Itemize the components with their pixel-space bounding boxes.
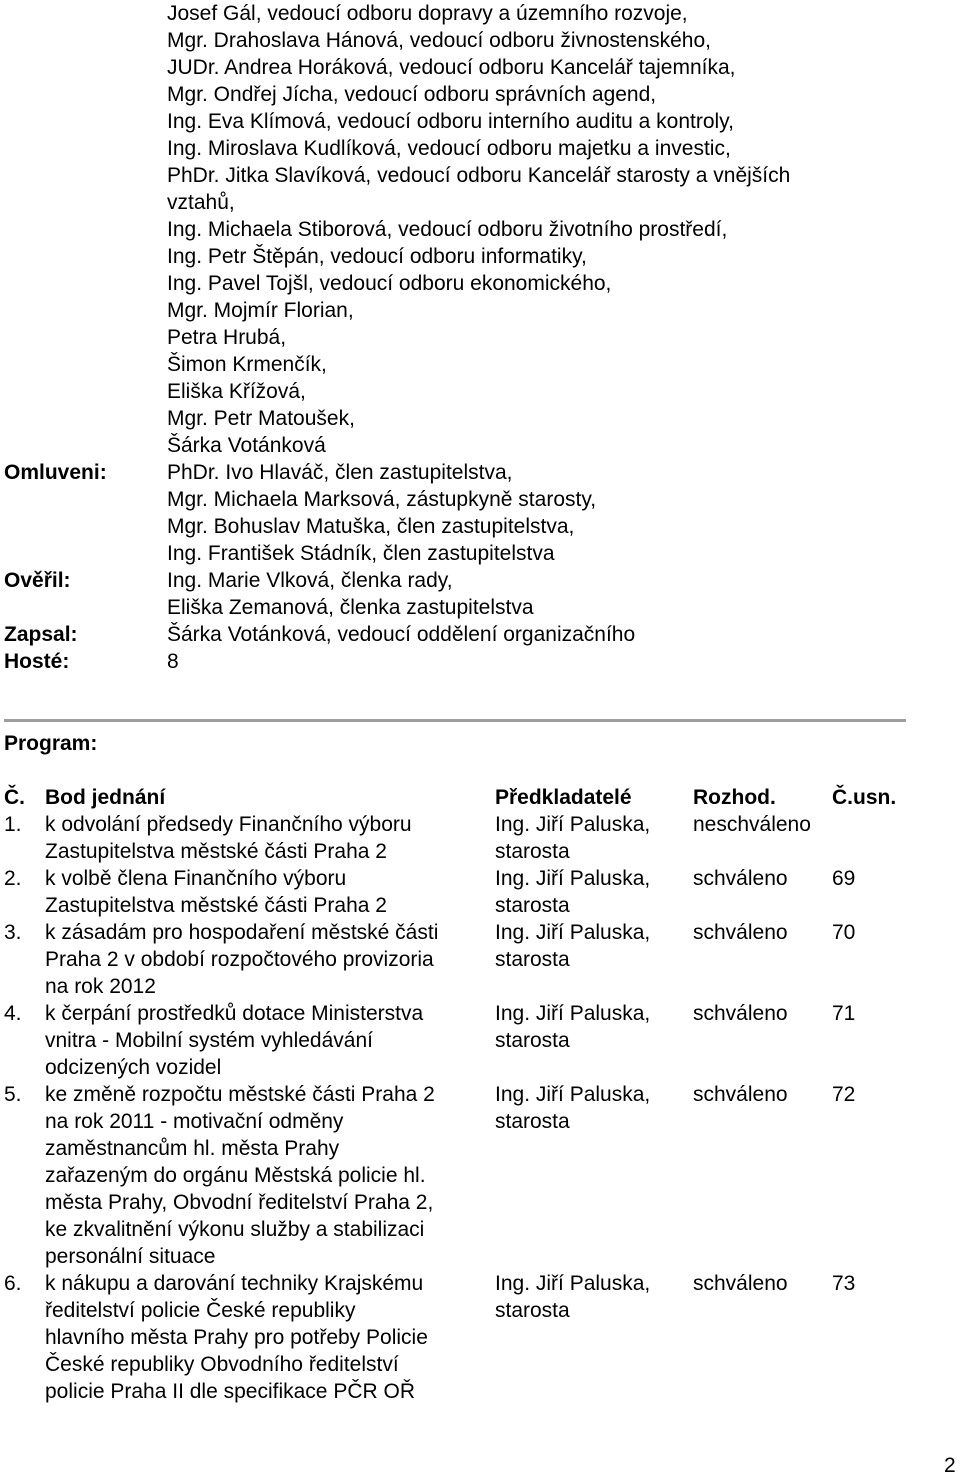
row-resolution: 73 xyxy=(832,1272,856,1295)
header-item: Bod jednání xyxy=(45,786,166,809)
row-item-line: ředitelství policie České republiky xyxy=(45,1299,356,1322)
attendee-line: Ing. Michaela Stiborová, vedoucí odboru životního prostředí, xyxy=(167,218,728,241)
row-item-line: ke změně rozpočtu městské části Praha 2 xyxy=(45,1083,435,1106)
header-resolution: Č.usn. xyxy=(832,786,897,809)
attendee-line: Josef Gál, vedoucí odboru dopravy a územního rozvoje, xyxy=(167,2,688,25)
row-decision: schváleno xyxy=(693,921,788,944)
attendee-line: Mgr. Drahoslava Hánová, vedoucí odboru živnostenského, xyxy=(167,29,711,52)
row-num: 3. xyxy=(4,921,22,944)
row-item-line: odcizených vozidel xyxy=(45,1056,222,1079)
recorded-name: Šárka Votánková, vedoucí oddělení organizačního xyxy=(167,623,636,646)
attendee-line: Mgr. Ondřej Jícha, vedoucí odboru správních agend, xyxy=(167,83,657,106)
row-item-line: k zásadám pro hospodaření městské části xyxy=(45,921,439,944)
row-item-line: k nákupu a darování techniky Krajskému xyxy=(45,1272,424,1295)
row-num: 4. xyxy=(4,1002,22,1025)
row-presenter: Ing. Jiří Paluska, xyxy=(495,813,651,836)
attendee-line: vztahů, xyxy=(167,191,235,214)
attendee-line: Ing. Eva Klímová, vedoucí odboru interního auditu a kontroly, xyxy=(167,110,734,133)
row-item-line: města Prahy, Obvodní ředitelství Praha 2, xyxy=(45,1191,434,1214)
row-presenter: starosta xyxy=(495,948,570,971)
row-item-line: policie Praha II dle specifikace PČR OŘ xyxy=(45,1380,415,1403)
row-item-line: hlavního města Prahy pro potřeby Policie xyxy=(45,1326,428,1349)
verified-name: Ing. Marie Vlková, členka rady, xyxy=(167,569,453,592)
header-presenters: Předkladatelé xyxy=(495,786,632,809)
section-divider xyxy=(4,719,906,722)
excused-name: Ing. František Stádník, člen zastupitelstva xyxy=(167,542,555,565)
attendee-line: Petra Hrubá, xyxy=(167,326,287,349)
attendee-line: Šárka Votánková xyxy=(167,434,326,457)
row-item-line: personální situace xyxy=(45,1245,216,1268)
row-item-line: Zastupitelstva městské části Praha 2 xyxy=(45,894,387,917)
attendee-line: Mgr. Mojmír Florian, xyxy=(167,299,354,322)
guests-count: 8 xyxy=(167,650,179,673)
row-item-line: zaměstnancům hl. města Prahy xyxy=(45,1137,340,1160)
row-resolution: 69 xyxy=(832,867,856,890)
row-item-line: Zastupitelstva městské části Praha 2 xyxy=(45,840,387,863)
row-presenter: Ing. Jiří Paluska, xyxy=(495,921,651,944)
row-presenter: starosta xyxy=(495,1299,570,1322)
program-title: Program: xyxy=(4,732,98,755)
header-decision: Rozhod. xyxy=(693,786,776,809)
verified-name: Eliška Zemanová, členka zastupitelstva xyxy=(167,596,534,619)
attendee-line: Ing. Miroslava Kudlíková, vedoucí odboru majetku a investic, xyxy=(167,137,731,160)
row-item-line: zařazeným do orgánu Městská policie hl. xyxy=(45,1164,426,1187)
row-presenter: Ing. Jiří Paluska, xyxy=(495,1272,651,1295)
excused-name: Mgr. Bohuslav Matuška, člen zastupitelstva, xyxy=(167,515,575,538)
guests-label: Hosté: xyxy=(4,650,70,673)
attendee-line: JUDr. Andrea Horáková, vedoucí odboru Kancelář tajemníka, xyxy=(167,56,736,79)
row-presenter: starosta xyxy=(495,1029,570,1052)
row-item-line: na rok 2011 - motivační odměny xyxy=(45,1110,344,1133)
row-num: 6. xyxy=(4,1272,22,1295)
row-presenter: starosta xyxy=(495,840,570,863)
row-decision: schváleno xyxy=(693,1002,788,1025)
row-item-line: Praha 2 v období rozpočtového provizoria xyxy=(45,948,434,971)
excused-name: PhDr. Ivo Hlaváč, člen zastupitelstva, xyxy=(167,461,513,484)
row-num: 5. xyxy=(4,1083,22,1106)
row-item-line: k čerpání prostředků dotace Ministerstva xyxy=(45,1002,424,1025)
excused-label: Omluveni: xyxy=(4,461,107,484)
row-presenter: Ing. Jiří Paluska, xyxy=(495,867,651,890)
row-presenter: starosta xyxy=(495,1110,570,1133)
row-presenter: starosta xyxy=(495,894,570,917)
header-num: Č. xyxy=(4,786,25,809)
attendee-line: PhDr. Jitka Slavíková, vedoucí odboru Kancelář starosty a vnějších xyxy=(167,164,791,187)
verified-label: Ověřil: xyxy=(4,569,71,592)
row-item-line: na rok 2012 xyxy=(45,975,156,998)
row-presenter: Ing. Jiří Paluska, xyxy=(495,1083,651,1106)
row-resolution: 70 xyxy=(832,921,856,944)
row-resolution: 72 xyxy=(832,1083,856,1106)
recorded-label: Zapsal: xyxy=(4,623,78,646)
attendee-line: Eliška Křížová, xyxy=(167,380,306,403)
row-item-line: k odvolání předsedy Finančního výboru xyxy=(45,813,412,836)
row-num: 1. xyxy=(4,813,22,836)
row-item-line: k volbě člena Finančního výboru xyxy=(45,867,347,890)
excused-name: Mgr. Michaela Marksová, zástupkyně starosty, xyxy=(167,488,597,511)
row-decision: schváleno xyxy=(693,1272,788,1295)
attendee-line: Šimon Krmenčík, xyxy=(167,353,327,376)
row-decision: schváleno xyxy=(693,1083,788,1106)
attendee-line: Ing. Pavel Tojšl, vedoucí odboru ekonomického, xyxy=(167,272,612,295)
page-number: 2 xyxy=(944,1454,956,1477)
row-resolution: 71 xyxy=(832,1002,856,1025)
attendee-line: Ing. Petr Štěpán, vedoucí odboru informatiky, xyxy=(167,245,587,268)
attendee-line: Mgr. Petr Matoušek, xyxy=(167,407,355,430)
row-item-line: ke zkvalitnění výkonu služby a stabilizaci xyxy=(45,1218,425,1241)
row-num: 2. xyxy=(4,867,22,890)
row-item-line: vnitra - Mobilní systém vyhledávání xyxy=(45,1029,373,1052)
row-item-line: České republiky Obvodního ředitelství xyxy=(45,1353,399,1376)
row-decision: neschváleno xyxy=(693,813,811,836)
row-decision: schváleno xyxy=(693,867,788,890)
row-presenter: Ing. Jiří Paluska, xyxy=(495,1002,651,1025)
